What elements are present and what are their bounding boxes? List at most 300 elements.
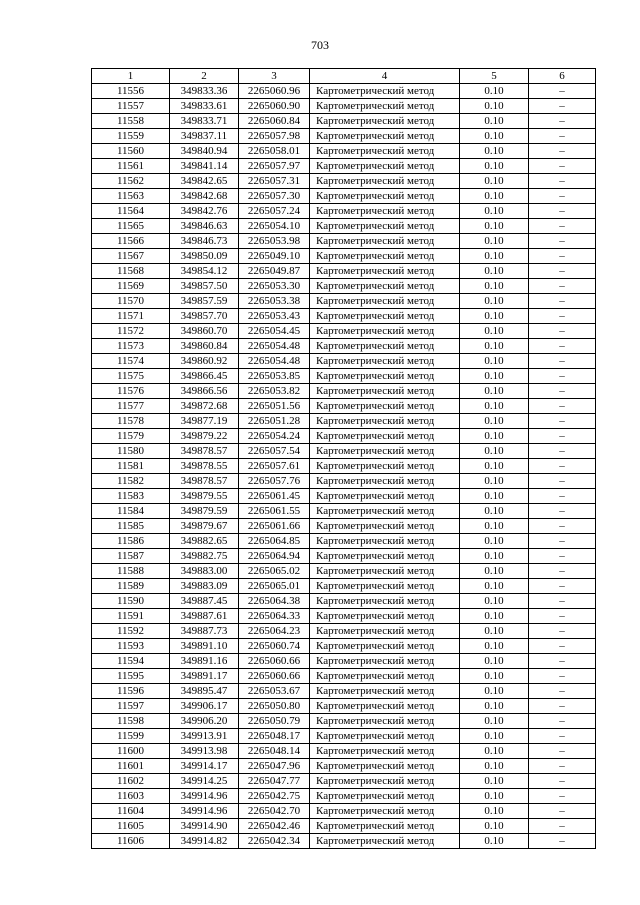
- method-cell: Картометрический метод: [310, 414, 460, 429]
- point-number-cell: 11556: [92, 84, 170, 99]
- note-cell: –: [529, 324, 596, 339]
- note-cell: –: [529, 579, 596, 594]
- note-cell: –: [529, 594, 596, 609]
- point-number-cell: 11597: [92, 699, 170, 714]
- table-row: [92, 729, 596, 744]
- point-number-cell: 11584: [92, 504, 170, 519]
- y-coordinate-cell: 2265057.54: [239, 444, 310, 459]
- table-row: [92, 834, 596, 849]
- table-row: [92, 474, 596, 489]
- accuracy-cell: 0.10: [460, 714, 529, 729]
- accuracy-cell: 0.10: [460, 279, 529, 294]
- y-coordinate-cell: 2265054.10: [239, 219, 310, 234]
- x-coordinate-cell: 349850.09: [170, 249, 239, 264]
- x-coordinate-cell: 349872.68: [170, 399, 239, 414]
- table-row: [92, 774, 596, 789]
- y-coordinate-cell: 2265050.79: [239, 714, 310, 729]
- y-coordinate-cell: 2265048.14: [239, 744, 310, 759]
- note-cell: –: [529, 564, 596, 579]
- method-cell: Картометрический метод: [310, 714, 460, 729]
- x-coordinate-cell: 349846.73: [170, 234, 239, 249]
- x-coordinate-cell: 349879.59: [170, 504, 239, 519]
- x-coordinate-cell: 349906.20: [170, 714, 239, 729]
- note-cell: –: [529, 399, 596, 414]
- note-cell: –: [529, 279, 596, 294]
- y-coordinate-cell: 2265050.80: [239, 699, 310, 714]
- note-cell: –: [529, 804, 596, 819]
- note-cell: –: [529, 549, 596, 564]
- table-row: [92, 264, 596, 279]
- note-cell: –: [529, 669, 596, 684]
- x-coordinate-cell: 349913.91: [170, 729, 239, 744]
- table-row: [92, 369, 596, 384]
- table-row: [92, 804, 596, 819]
- x-coordinate-cell: 349833.71: [170, 114, 239, 129]
- point-number-cell: 11559: [92, 129, 170, 144]
- page-number: 703: [311, 38, 329, 52]
- y-coordinate-cell: 2265060.66: [239, 654, 310, 669]
- y-coordinate-cell: 2265042.34: [239, 834, 310, 849]
- note-cell: –: [529, 129, 596, 144]
- x-coordinate-cell: 349879.22: [170, 429, 239, 444]
- x-coordinate-cell: 349887.61: [170, 609, 239, 624]
- method-cell: Картометрический метод: [310, 309, 460, 324]
- accuracy-cell: 0.10: [460, 684, 529, 699]
- method-cell: Картометрический метод: [310, 384, 460, 399]
- point-number-cell: 11561: [92, 159, 170, 174]
- point-number-cell: 11570: [92, 294, 170, 309]
- point-number-cell: 11557: [92, 99, 170, 114]
- point-number-cell: 11591: [92, 609, 170, 624]
- x-coordinate-cell: 349860.84: [170, 339, 239, 354]
- x-coordinate-cell: 349841.14: [170, 159, 239, 174]
- accuracy-cell: 0.10: [460, 774, 529, 789]
- accuracy-cell: 0.10: [460, 114, 529, 129]
- accuracy-cell: 0.10: [460, 414, 529, 429]
- x-coordinate-cell: 349883.09: [170, 579, 239, 594]
- point-number-cell: 11588: [92, 564, 170, 579]
- y-coordinate-cell: 2265064.23: [239, 624, 310, 639]
- table-row: [92, 114, 596, 129]
- point-number-cell: 11589: [92, 579, 170, 594]
- table-row: [92, 429, 596, 444]
- point-number-cell: 11564: [92, 204, 170, 219]
- note-cell: –: [529, 294, 596, 309]
- y-coordinate-cell: 2265060.74: [239, 639, 310, 654]
- point-number-cell: 11598: [92, 714, 170, 729]
- point-number-cell: 11583: [92, 489, 170, 504]
- method-cell: Картометрический метод: [310, 354, 460, 369]
- table-row: [92, 339, 596, 354]
- note-cell: –: [529, 204, 596, 219]
- y-coordinate-cell: 2265057.76: [239, 474, 310, 489]
- method-cell: Картометрический метод: [310, 159, 460, 174]
- accuracy-cell: 0.10: [460, 804, 529, 819]
- table-row: [92, 579, 596, 594]
- accuracy-cell: 0.10: [460, 519, 529, 534]
- method-cell: Картометрический метод: [310, 264, 460, 279]
- table-row: [92, 624, 596, 639]
- accuracy-cell: 0.10: [460, 339, 529, 354]
- method-cell: Картометрический метод: [310, 369, 460, 384]
- x-coordinate-cell: 349891.16: [170, 654, 239, 669]
- note-cell: –: [529, 459, 596, 474]
- accuracy-cell: 0.10: [460, 504, 529, 519]
- method-cell: Картометрический метод: [310, 129, 460, 144]
- accuracy-cell: 0.10: [460, 429, 529, 444]
- accuracy-cell: 0.10: [460, 654, 529, 669]
- note-cell: –: [529, 714, 596, 729]
- method-cell: Картометрический метод: [310, 249, 460, 264]
- y-coordinate-cell: 2265060.66: [239, 669, 310, 684]
- method-cell: Картометрический метод: [310, 564, 460, 579]
- table-row: [92, 144, 596, 159]
- table-row: [92, 459, 596, 474]
- point-number-cell: 11560: [92, 144, 170, 159]
- method-cell: Картометрический метод: [310, 234, 460, 249]
- y-coordinate-cell: 2265057.24: [239, 204, 310, 219]
- method-cell: Картометрический метод: [310, 474, 460, 489]
- y-coordinate-cell: 2265053.98: [239, 234, 310, 249]
- table-row: [92, 159, 596, 174]
- note-cell: –: [529, 654, 596, 669]
- x-coordinate-cell: 349882.65: [170, 534, 239, 549]
- note-cell: –: [529, 219, 596, 234]
- table-row: [92, 84, 596, 99]
- y-coordinate-cell: 2265061.55: [239, 504, 310, 519]
- method-cell: Картометрический метод: [310, 579, 460, 594]
- accuracy-cell: 0.10: [460, 444, 529, 459]
- x-coordinate-cell: 349906.17: [170, 699, 239, 714]
- point-number-cell: 11582: [92, 474, 170, 489]
- note-cell: –: [529, 369, 596, 384]
- x-coordinate-cell: 349842.65: [170, 174, 239, 189]
- note-cell: –: [529, 264, 596, 279]
- method-cell: Картометрический метод: [310, 399, 460, 414]
- point-number-cell: 11586: [92, 534, 170, 549]
- table-row: [92, 714, 596, 729]
- table-row: [92, 609, 596, 624]
- method-cell: Картометрический метод: [310, 669, 460, 684]
- point-number-cell: 11580: [92, 444, 170, 459]
- y-coordinate-cell: 2265051.28: [239, 414, 310, 429]
- point-number-cell: 11574: [92, 354, 170, 369]
- x-coordinate-cell: 349877.19: [170, 414, 239, 429]
- method-cell: Картометрический метод: [310, 744, 460, 759]
- accuracy-cell: 0.10: [460, 564, 529, 579]
- table-row: [92, 384, 596, 399]
- point-number-cell: 11606: [92, 834, 170, 849]
- table-row: [92, 519, 596, 534]
- y-coordinate-cell: 2265054.48: [239, 339, 310, 354]
- x-coordinate-cell: 349914.96: [170, 804, 239, 819]
- table-row: [92, 234, 596, 249]
- method-cell: Картометрический метод: [310, 489, 460, 504]
- y-coordinate-cell: 2265054.24: [239, 429, 310, 444]
- x-coordinate-cell: 349914.82: [170, 834, 239, 849]
- column-header: 5: [460, 69, 529, 84]
- accuracy-cell: 0.10: [460, 759, 529, 774]
- accuracy-cell: 0.10: [460, 249, 529, 264]
- y-coordinate-cell: 2265064.85: [239, 534, 310, 549]
- note-cell: –: [529, 309, 596, 324]
- accuracy-cell: 0.10: [460, 324, 529, 339]
- accuracy-cell: 0.10: [460, 819, 529, 834]
- accuracy-cell: 0.10: [460, 474, 529, 489]
- y-coordinate-cell: 2265053.67: [239, 684, 310, 699]
- x-coordinate-cell: 349860.92: [170, 354, 239, 369]
- method-cell: Картометрический метод: [310, 144, 460, 159]
- accuracy-cell: 0.10: [460, 189, 529, 204]
- table-row: [92, 504, 596, 519]
- method-cell: Картометрический метод: [310, 774, 460, 789]
- table-row: [92, 129, 596, 144]
- y-coordinate-cell: 2265065.02: [239, 564, 310, 579]
- accuracy-cell: 0.10: [460, 789, 529, 804]
- method-cell: Картометрический метод: [310, 444, 460, 459]
- x-coordinate-cell: 349914.17: [170, 759, 239, 774]
- method-cell: Картометрический метод: [310, 594, 460, 609]
- accuracy-cell: 0.10: [460, 369, 529, 384]
- method-cell: Картометрический метод: [310, 819, 460, 834]
- method-cell: Картометрический метод: [310, 174, 460, 189]
- accuracy-cell: 0.10: [460, 264, 529, 279]
- y-coordinate-cell: 2265042.70: [239, 804, 310, 819]
- x-coordinate-cell: 349913.98: [170, 744, 239, 759]
- x-coordinate-cell: 349887.45: [170, 594, 239, 609]
- point-number-cell: 11569: [92, 279, 170, 294]
- accuracy-cell: 0.10: [460, 174, 529, 189]
- method-cell: Картометрический метод: [310, 459, 460, 474]
- note-cell: –: [529, 624, 596, 639]
- column-header: 1: [92, 69, 170, 84]
- column-header: 3: [239, 69, 310, 84]
- x-coordinate-cell: 349842.76: [170, 204, 239, 219]
- y-coordinate-cell: 2265053.82: [239, 384, 310, 399]
- table-row: [92, 669, 596, 684]
- accuracy-cell: 0.10: [460, 84, 529, 99]
- note-cell: –: [529, 534, 596, 549]
- note-cell: –: [529, 99, 596, 114]
- accuracy-cell: 0.10: [460, 309, 529, 324]
- point-number-cell: 11599: [92, 729, 170, 744]
- point-number-cell: 11575: [92, 369, 170, 384]
- table-row: [92, 489, 596, 504]
- note-cell: –: [529, 729, 596, 744]
- x-coordinate-cell: 349878.57: [170, 474, 239, 489]
- method-cell: Картометрический метод: [310, 114, 460, 129]
- x-coordinate-cell: 349854.12: [170, 264, 239, 279]
- y-coordinate-cell: 2265053.38: [239, 294, 310, 309]
- point-number-cell: 11571: [92, 309, 170, 324]
- table-row: [92, 759, 596, 774]
- y-coordinate-cell: 2265057.97: [239, 159, 310, 174]
- y-coordinate-cell: 2265053.30: [239, 279, 310, 294]
- point-number-cell: 11585: [92, 519, 170, 534]
- method-cell: Картометрический метод: [310, 429, 460, 444]
- y-coordinate-cell: 2265057.31: [239, 174, 310, 189]
- point-number-cell: 11594: [92, 654, 170, 669]
- y-coordinate-cell: 2265064.94: [239, 549, 310, 564]
- table-row: [92, 684, 596, 699]
- x-coordinate-cell: 349914.96: [170, 789, 239, 804]
- accuracy-cell: 0.10: [460, 99, 529, 114]
- accuracy-cell: 0.10: [460, 234, 529, 249]
- x-coordinate-cell: 349914.90: [170, 819, 239, 834]
- table-row: [92, 819, 596, 834]
- accuracy-cell: 0.10: [460, 489, 529, 504]
- y-coordinate-cell: 2265057.61: [239, 459, 310, 474]
- accuracy-cell: 0.10: [460, 294, 529, 309]
- accuracy-cell: 0.10: [460, 669, 529, 684]
- method-cell: Картометрический метод: [310, 189, 460, 204]
- table-row: [92, 174, 596, 189]
- note-cell: –: [529, 114, 596, 129]
- note-cell: –: [529, 684, 596, 699]
- accuracy-cell: 0.10: [460, 729, 529, 744]
- y-coordinate-cell: 2265060.96: [239, 84, 310, 99]
- table-row: [92, 639, 596, 654]
- x-coordinate-cell: 349837.11: [170, 129, 239, 144]
- method-cell: Картометрический метод: [310, 504, 460, 519]
- table-row: [92, 789, 596, 804]
- note-cell: –: [529, 759, 596, 774]
- y-coordinate-cell: 2265042.46: [239, 819, 310, 834]
- x-coordinate-cell: 349842.68: [170, 189, 239, 204]
- method-cell: Картометрический метод: [310, 534, 460, 549]
- table-row: [92, 99, 596, 114]
- y-coordinate-cell: 2265047.77: [239, 774, 310, 789]
- x-coordinate-cell: 349882.75: [170, 549, 239, 564]
- method-cell: Картометрический метод: [310, 609, 460, 624]
- accuracy-cell: 0.10: [460, 399, 529, 414]
- x-coordinate-cell: 349891.10: [170, 639, 239, 654]
- x-coordinate-cell: 349879.55: [170, 489, 239, 504]
- note-cell: –: [529, 414, 596, 429]
- method-cell: Картометрический метод: [310, 834, 460, 849]
- method-cell: Картометрический метод: [310, 294, 460, 309]
- method-cell: Картометрический метод: [310, 519, 460, 534]
- y-coordinate-cell: 2265064.38: [239, 594, 310, 609]
- note-cell: –: [529, 639, 596, 654]
- y-coordinate-cell: 2265049.10: [239, 249, 310, 264]
- x-coordinate-cell: 349833.36: [170, 84, 239, 99]
- note-cell: –: [529, 144, 596, 159]
- note-cell: –: [529, 609, 596, 624]
- point-number-cell: 11579: [92, 429, 170, 444]
- note-cell: –: [529, 84, 596, 99]
- accuracy-cell: 0.10: [460, 129, 529, 144]
- y-coordinate-cell: 2265060.84: [239, 114, 310, 129]
- note-cell: –: [529, 774, 596, 789]
- note-cell: –: [529, 159, 596, 174]
- accuracy-cell: 0.10: [460, 459, 529, 474]
- point-number-cell: 11605: [92, 819, 170, 834]
- y-coordinate-cell: 2265053.43: [239, 309, 310, 324]
- x-coordinate-cell: 349857.59: [170, 294, 239, 309]
- note-cell: –: [529, 174, 596, 189]
- x-coordinate-cell: 349887.73: [170, 624, 239, 639]
- point-number-cell: 11601: [92, 759, 170, 774]
- point-number-cell: 11604: [92, 804, 170, 819]
- accuracy-cell: 0.10: [460, 744, 529, 759]
- method-cell: Картометрический метод: [310, 804, 460, 819]
- accuracy-cell: 0.10: [460, 549, 529, 564]
- point-number-cell: 11577: [92, 399, 170, 414]
- point-number-cell: 11567: [92, 249, 170, 264]
- note-cell: –: [529, 339, 596, 354]
- table-header-row: [92, 69, 596, 84]
- point-number-cell: 11590: [92, 594, 170, 609]
- table-row: [92, 594, 596, 609]
- point-number-cell: 11578: [92, 414, 170, 429]
- y-coordinate-cell: 2265065.01: [239, 579, 310, 594]
- table-row: [92, 564, 596, 579]
- column-header: 4: [310, 69, 460, 84]
- point-number-cell: 11603: [92, 789, 170, 804]
- note-cell: –: [529, 699, 596, 714]
- method-cell: Картометрический метод: [310, 324, 460, 339]
- x-coordinate-cell: 349846.63: [170, 219, 239, 234]
- method-cell: Картометрический метод: [310, 204, 460, 219]
- x-coordinate-cell: 349891.17: [170, 669, 239, 684]
- accuracy-cell: 0.10: [460, 159, 529, 174]
- accuracy-cell: 0.10: [460, 219, 529, 234]
- table-row: [92, 294, 596, 309]
- y-coordinate-cell: 2265054.45: [239, 324, 310, 339]
- method-cell: Картометрический метод: [310, 339, 460, 354]
- accuracy-cell: 0.10: [460, 534, 529, 549]
- note-cell: –: [529, 519, 596, 534]
- point-number-cell: 11558: [92, 114, 170, 129]
- method-cell: Картометрический метод: [310, 639, 460, 654]
- accuracy-cell: 0.10: [460, 579, 529, 594]
- y-coordinate-cell: 2265047.96: [239, 759, 310, 774]
- note-cell: –: [529, 444, 596, 459]
- x-coordinate-cell: 349866.56: [170, 384, 239, 399]
- point-number-cell: 11600: [92, 744, 170, 759]
- point-number-cell: 11566: [92, 234, 170, 249]
- accuracy-cell: 0.10: [460, 594, 529, 609]
- accuracy-cell: 0.10: [460, 834, 529, 849]
- y-coordinate-cell: 2265060.90: [239, 99, 310, 114]
- note-cell: –: [529, 504, 596, 519]
- table-row: [92, 444, 596, 459]
- point-number-cell: 11592: [92, 624, 170, 639]
- note-cell: –: [529, 354, 596, 369]
- table-row: [92, 414, 596, 429]
- method-cell: Картометрический метод: [310, 729, 460, 744]
- column-header: 6: [529, 69, 596, 84]
- x-coordinate-cell: 349878.57: [170, 444, 239, 459]
- x-coordinate-cell: 349895.47: [170, 684, 239, 699]
- table-row: [92, 249, 596, 264]
- y-coordinate-cell: 2265057.98: [239, 129, 310, 144]
- y-coordinate-cell: 2265042.75: [239, 789, 310, 804]
- x-coordinate-cell: 349914.25: [170, 774, 239, 789]
- x-coordinate-cell: 349878.55: [170, 459, 239, 474]
- method-cell: Картометрический метод: [310, 699, 460, 714]
- x-coordinate-cell: 349883.00: [170, 564, 239, 579]
- y-coordinate-cell: 2265064.33: [239, 609, 310, 624]
- method-cell: Картометрический метод: [310, 789, 460, 804]
- table-row: [92, 354, 596, 369]
- accuracy-cell: 0.10: [460, 384, 529, 399]
- x-coordinate-cell: 349879.67: [170, 519, 239, 534]
- table-row: [92, 399, 596, 414]
- table-row: [92, 744, 596, 759]
- point-number-cell: 11562: [92, 174, 170, 189]
